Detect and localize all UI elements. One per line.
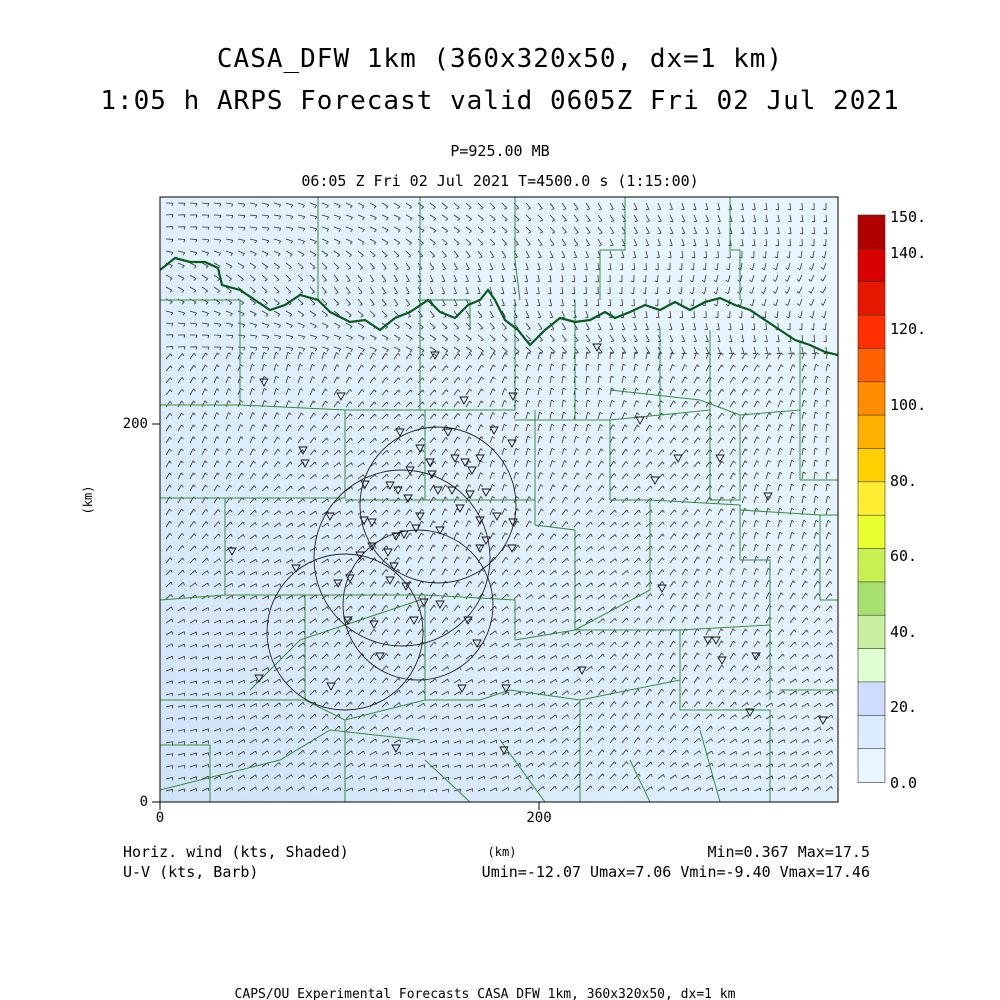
colorbar-label-0: 0.0 bbox=[890, 774, 918, 792]
colorbar-label-140: 140. bbox=[890, 244, 927, 262]
colorbar-segment bbox=[858, 615, 885, 649]
y-tick-label-200: 200 bbox=[122, 416, 148, 432]
x-tick-label-200: 200 bbox=[526, 810, 552, 826]
chart-title-line1: CASA_DFW 1km (360x320x50, dx=1 km) bbox=[216, 44, 784, 74]
chart-title-line2: 1:05 h ARPS Forecast valid 0605Z Fri 02 Jul 2021 bbox=[100, 86, 900, 116]
x-tick-label-0: 0 bbox=[155, 810, 165, 826]
colorbar-label-80: 80. bbox=[890, 472, 918, 490]
colorbar-segment bbox=[858, 248, 885, 282]
colorbar-label-120: 120. bbox=[890, 320, 927, 338]
colorbar-label-20: 20. bbox=[890, 698, 918, 716]
colorbar-segment bbox=[858, 215, 885, 249]
colorbar-segment bbox=[858, 582, 885, 616]
x-axis-unit: (km) bbox=[487, 845, 517, 859]
colorbar-segment bbox=[858, 515, 885, 549]
y-axis-unit: (km) bbox=[81, 485, 95, 515]
colorbar-segment bbox=[858, 282, 885, 316]
pressure-level-label: P=925.00 MB bbox=[450, 142, 550, 160]
colorbar-segment bbox=[858, 549, 885, 583]
barb-label: U-V (kts, Barb) bbox=[123, 863, 259, 881]
field-label: Horiz. wind (kts, Shaded) bbox=[123, 843, 349, 861]
colorbar-segment bbox=[858, 715, 885, 749]
colorbar-label-60: 60. bbox=[890, 547, 918, 565]
colorbar-segment bbox=[858, 315, 885, 349]
colorbar-segment bbox=[858, 415, 885, 449]
colorbar-segment bbox=[858, 649, 885, 683]
colorbar-label-40: 40. bbox=[890, 623, 918, 641]
colorbar-labels bbox=[890, 208, 926, 792]
uv-stats-label: Umin=-12.07 Umax=7.06 Vmin=-9.40 Vmax=17.46 bbox=[481, 863, 870, 881]
colorbar-label-150: 150. bbox=[890, 208, 927, 226]
colorbar-segment bbox=[858, 348, 885, 382]
colorbar-segment bbox=[858, 382, 885, 416]
colorbar-segment bbox=[858, 682, 885, 716]
colorbar bbox=[858, 215, 885, 782]
colorbar-segment bbox=[858, 449, 885, 483]
colorbar-segment bbox=[858, 749, 885, 783]
y-tick-label-0: 0 bbox=[139, 794, 148, 810]
minmax-label: Min=0.367 Max=17.5 bbox=[707, 843, 870, 861]
credit-label: CAPS/OU Experimental Forecasts CASA DFW 1km, 360x320x50, dx=1 km bbox=[234, 987, 736, 1000]
colorbar-label-100: 100. bbox=[890, 396, 927, 414]
valid-time-label: 06:05 Z Fri 02 Jul 2021 T=4500.0 s (1:15:00) bbox=[301, 172, 699, 190]
colorbar-segment bbox=[858, 482, 885, 516]
